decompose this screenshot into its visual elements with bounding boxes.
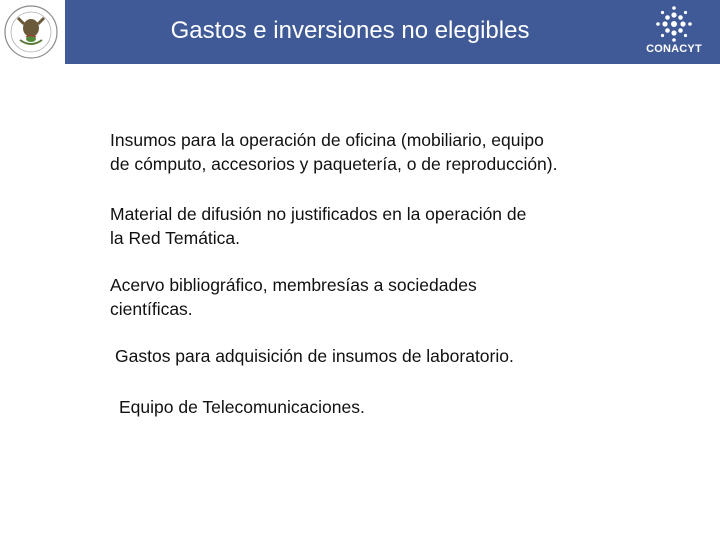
- list-item-line: científicas.: [110, 299, 193, 319]
- mexican-coat-of-arms-icon: [2, 2, 60, 62]
- list-item-line: Equipo de Telecomunicaciones.: [119, 397, 365, 417]
- list-item-line: Material de difusión no justificados en la operación de: [110, 204, 527, 224]
- list-item-line: de cómputo, accesorios y paquetería, o de reproducción).: [110, 154, 558, 174]
- logo-text: CONACYT: [646, 43, 702, 55]
- list-item: [110, 273, 477, 321]
- list-item-line: Insumos para la operación de oficina (mobiliario, equipo: [110, 130, 544, 150]
- list-item: [110, 202, 526, 250]
- page-title: Gastos e inversiones no elegibles: [170, 17, 530, 44]
- list-item-line: la Red Temática.: [110, 228, 241, 248]
- list-item: [115, 344, 514, 368]
- list-item: [110, 128, 557, 176]
- list-item-line: Gastos para adquisición de insumos de laboratorio.: [115, 346, 514, 366]
- header-bar: [0, 0, 720, 64]
- list-item-line: Acervo bibliográfico, membresías a sociedades: [110, 275, 477, 295]
- list-item: [119, 395, 365, 419]
